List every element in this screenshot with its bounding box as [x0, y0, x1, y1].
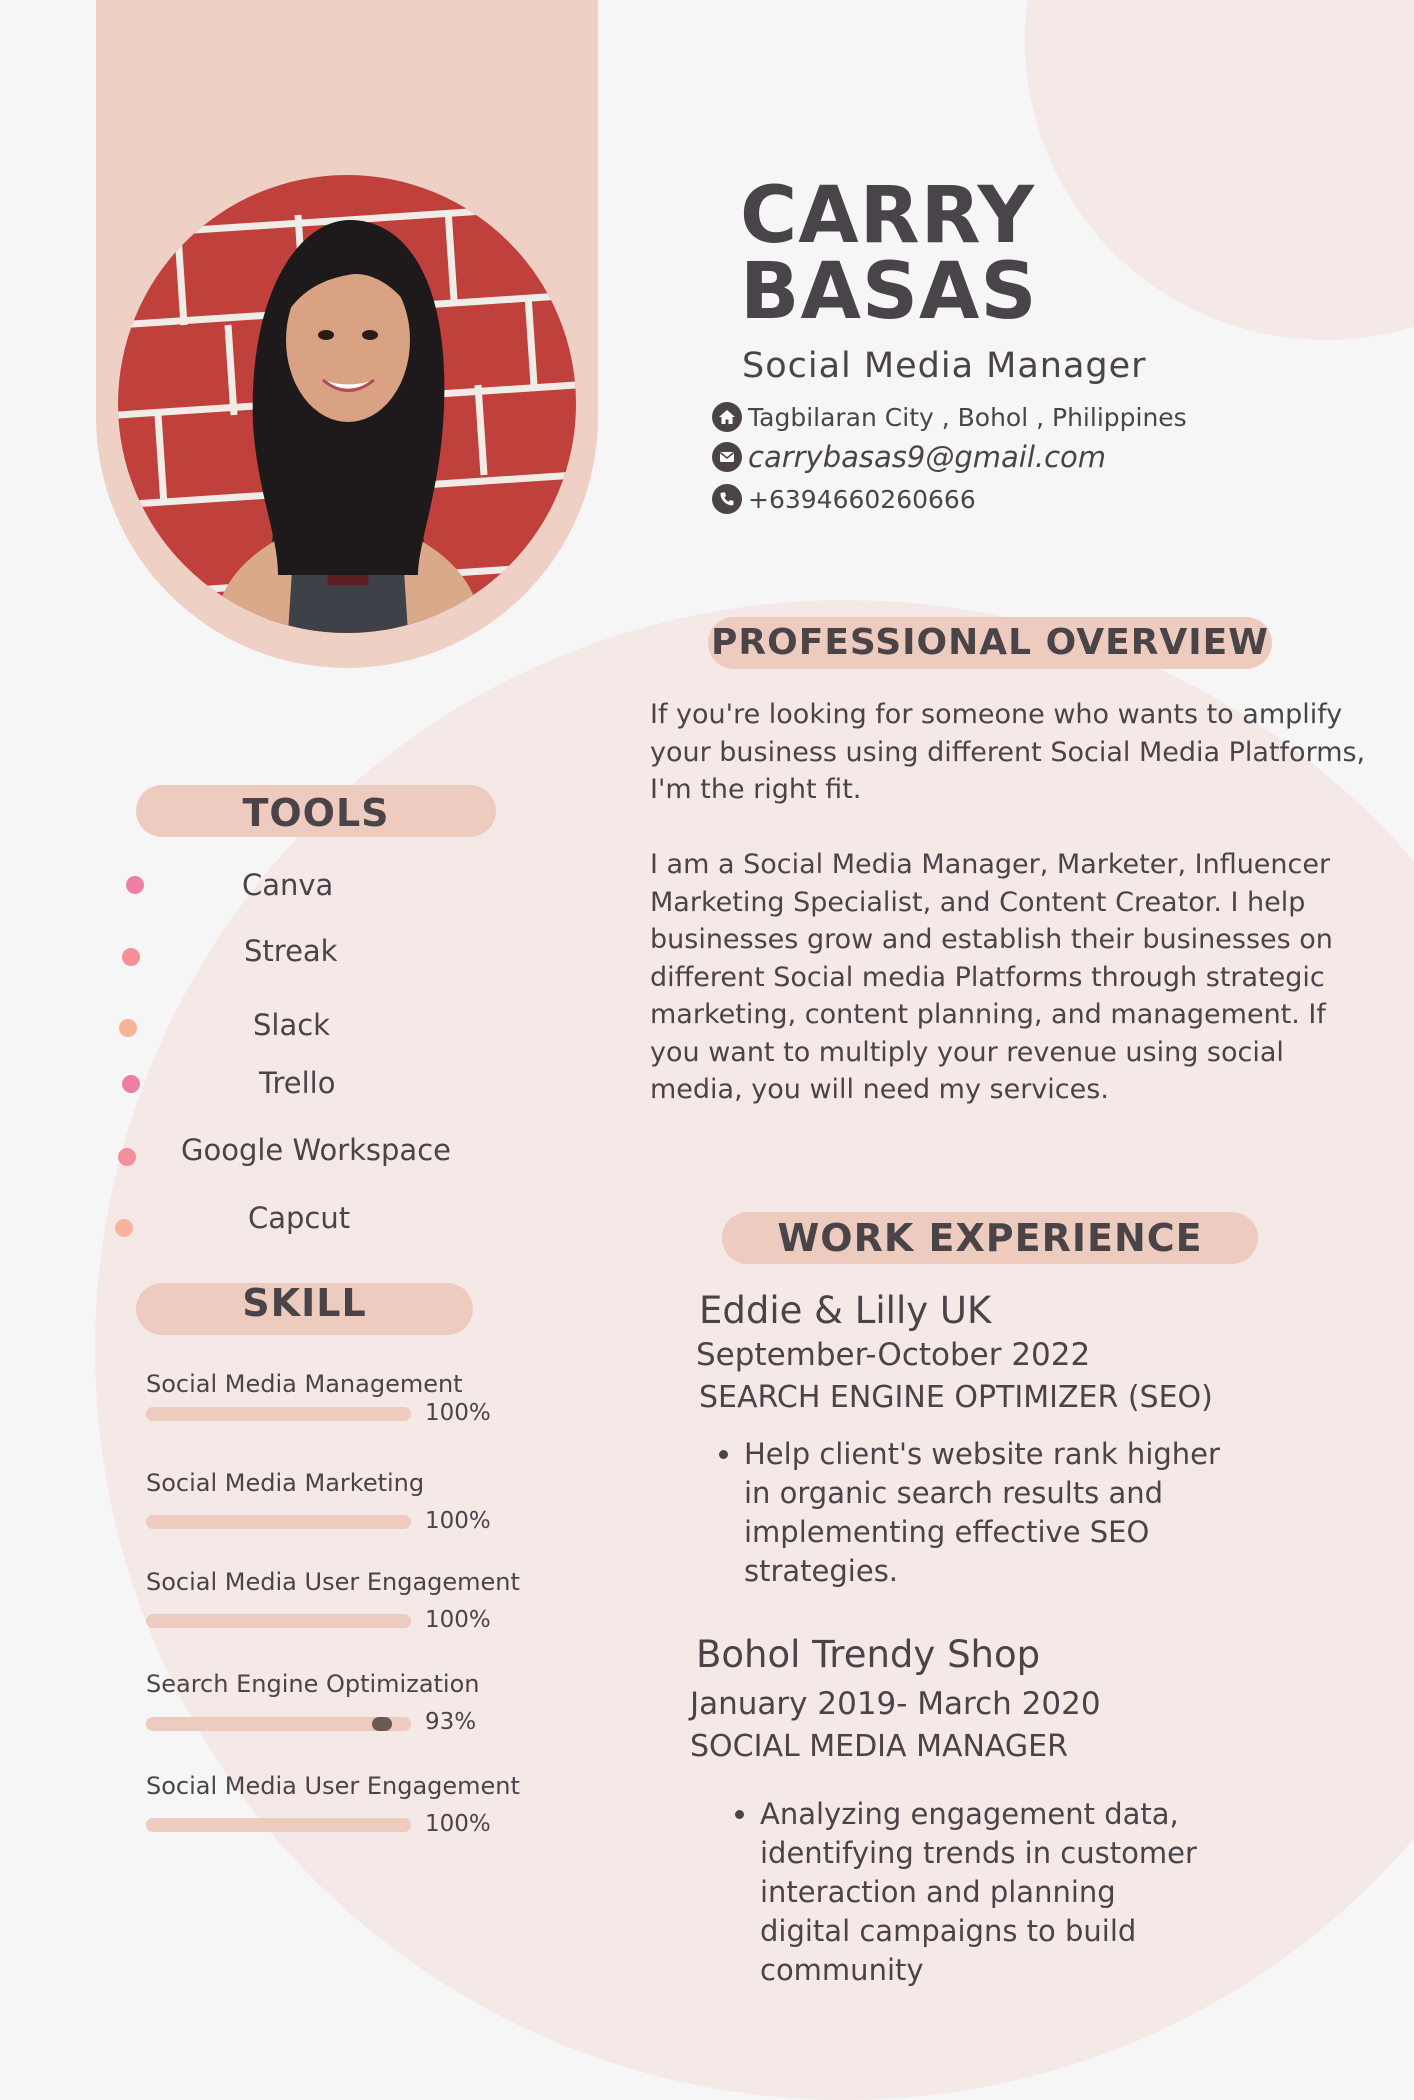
skill-bar-fill — [146, 1818, 411, 1832]
tool-item: Streak — [244, 934, 338, 968]
full-name — [740, 171, 1038, 337]
tool-bullet-dot — [119, 1019, 137, 1037]
skill-bar-fill — [146, 1614, 411, 1628]
skill-percent: 100% — [425, 1607, 491, 1633]
tool-bullet-dot — [126, 876, 144, 894]
skill-bar — [146, 1818, 411, 1832]
job-bullet: • Help client's website rank higher in organic search results and implementing effective SEO strategies. — [744, 1435, 1254, 1591]
job-title: SOCIAL MEDIA MANAGER — [690, 1729, 1068, 1764]
tool-item: Slack — [253, 1008, 330, 1042]
skill-percent: 93% — [425, 1709, 477, 1735]
tool-item: Capcut — [248, 1201, 351, 1235]
skill-label: Social Media User Engagement — [146, 1568, 520, 1596]
skill-bar-fill — [146, 1717, 392, 1731]
tool-item: Canva — [242, 868, 334, 902]
tools-heading: TOOLS — [136, 785, 496, 837]
last-name: BASAS — [740, 247, 1038, 337]
mail-icon — [712, 442, 742, 472]
job-period: September-October 2022 — [696, 1337, 1091, 1373]
work-heading: WORK EXPERIENCE — [722, 1212, 1258, 1264]
skill-bar — [146, 1407, 411, 1421]
contact-phone — [712, 484, 976, 514]
skill-heading: SKILL — [136, 1283, 473, 1335]
skill-label: Social Media Marketing — [146, 1469, 425, 1497]
job-period: January 2019- March 2020 — [690, 1686, 1101, 1722]
skill-bar — [146, 1515, 411, 1529]
tool-bullet-dot — [115, 1219, 133, 1237]
contact-email[interactable] — [712, 440, 1106, 474]
job-company: Eddie & Lilly UK — [699, 1289, 992, 1332]
job-description — [730, 1795, 1210, 1990]
job-bullet: • Analyzing engagement data, identifying trends in customer interaction and planning digital campaigns to build community — [760, 1795, 1210, 1990]
skill-bar-fill — [146, 1407, 411, 1421]
skill-label: Social Media User Engagement — [146, 1772, 520, 1800]
profile-photo — [118, 175, 576, 633]
skill-bar — [146, 1717, 411, 1731]
overview-heading: PROFESSIONAL OVERVIEW — [708, 617, 1272, 669]
job-title: SEARCH ENGINE OPTIMIZER (SEO) — [699, 1380, 1213, 1415]
overview-paragraph-2: I am a Social Media Manager, Marketer, Influencer Marketing Specialist, and Content Creator. I help businesses grow and establish their businesses on different Social media Platforms through strategic marketing, content planning, and management. If you want to multiply your revenue using social media, you will need my services. — [650, 849, 1333, 1105]
tool-item: Trello — [259, 1066, 336, 1100]
skill-bar — [146, 1614, 411, 1628]
corner-circle — [1025, 0, 1414, 340]
job-description — [714, 1435, 1254, 1591]
address-text: Tagbilaran City , Bohol , Philippines — [748, 402, 1187, 432]
tool-bullet-dot — [122, 948, 140, 966]
skill-percent: 100% — [425, 1508, 491, 1534]
job-company: Bohol Trendy Shop — [696, 1633, 1041, 1676]
home-icon — [712, 402, 742, 432]
tool-item: Google Workspace — [181, 1133, 451, 1167]
job-role: Social Media Manager — [742, 346, 1147, 386]
tool-bullet-dot — [122, 1075, 140, 1093]
phone-icon — [712, 484, 742, 514]
skill-bar-fill — [146, 1515, 411, 1529]
skill-percent: 100% — [425, 1811, 491, 1837]
email-text[interactable]: carrybasas9@gmail.com — [748, 440, 1107, 474]
skill-label: Search Engine Optimization — [146, 1670, 480, 1698]
skill-percent: 100% — [425, 1400, 491, 1426]
phone-text: +6394660260666 — [748, 484, 976, 514]
overview-paragraph-1: If you're looking for someone who wants to amplify your business using different Social Media Platforms, I'm the right fit. — [650, 699, 1366, 805]
first-name: CARRY — [740, 171, 1035, 261]
skill-label: Social Media Management — [146, 1370, 463, 1398]
contact-address — [712, 402, 1187, 432]
tool-bullet-dot — [118, 1148, 136, 1166]
